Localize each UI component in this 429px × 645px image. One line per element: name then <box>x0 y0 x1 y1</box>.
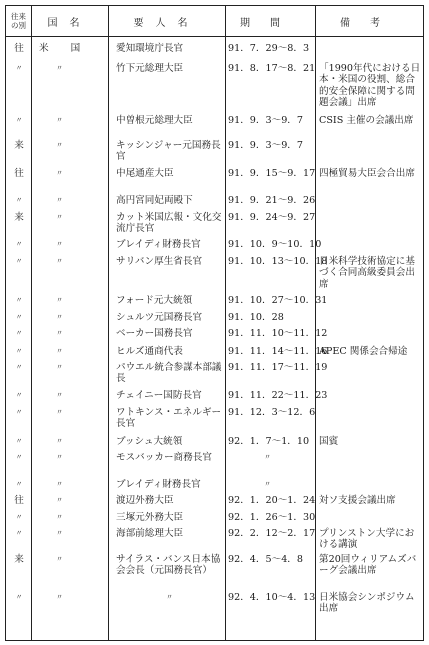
header-person: 要人名 <box>133 17 200 29</box>
cell-person: パウエル統合参謀本部議長 <box>116 362 222 385</box>
cell-country: 〃 <box>56 480 63 488</box>
cell-period: 91．11．14～11．16 <box>228 346 328 357</box>
cell-person: 竹下元総理大臣 <box>116 63 184 74</box>
cell-period: 91．11．22～11．23 <box>228 390 328 401</box>
cell-country: 〃 <box>56 64 63 72</box>
cell-person: シュルツ元国務長官 <box>116 312 203 323</box>
cell-direction: 往 <box>14 43 24 54</box>
cell-period: 91．11．17～11．19 <box>228 362 328 373</box>
cell-person: ブレイディ財務長官 <box>116 479 201 490</box>
cell-country: 〃 <box>56 347 63 355</box>
cell-remarks: プリンストン大学における講演 <box>319 528 415 551</box>
cell-period: 91．12．3～12．6 <box>228 407 316 418</box>
cell-period: 〃 <box>264 480 271 488</box>
visits-table <box>5 5 424 641</box>
cell-period: 91．11．10～11．12 <box>228 328 328 339</box>
cell-country: 〃 <box>56 513 63 521</box>
cell-period: 91．9．24～9．27 <box>228 212 316 223</box>
cell-country: 〃 <box>56 169 63 177</box>
cell-direction: 〃 <box>15 513 23 521</box>
header-country: 国名 <box>47 17 92 29</box>
cell-country: 〃 <box>56 555 63 563</box>
cell-person: ブッシュ大統領 <box>116 436 183 447</box>
cell-country: 〃 <box>56 391 63 399</box>
cell-direction: 〃 <box>15 391 23 399</box>
cell-direction: 〃 <box>15 593 23 601</box>
cell-country: 〃 <box>56 296 63 304</box>
cell-person: ワトキンス・エネルギー長官 <box>116 407 222 430</box>
cell-country: 〃 <box>56 116 63 124</box>
cell-period: 91．9．3～9．7 <box>228 140 303 151</box>
cell-country: 〃 <box>56 196 63 204</box>
cell-direction: 〃 <box>15 529 23 537</box>
cell-direction: 〃 <box>15 329 23 337</box>
cell-person: 中曽根元総理大臣 <box>116 115 193 126</box>
cell-direction: 〃 <box>15 296 23 304</box>
cell-country: 〃 <box>56 313 63 321</box>
cell-country: 〃 <box>56 408 63 416</box>
cell-person: カット米国広報・文化交流庁長官 <box>116 212 222 235</box>
cell-direction: 往 <box>14 495 24 506</box>
cell-period: 91．9．21～9．26 <box>228 195 316 206</box>
cell-country: 〃 <box>56 437 63 445</box>
cell-direction: 〃 <box>15 116 23 124</box>
cell-remarks: 日米協会シンポジウム出席 <box>319 592 415 615</box>
cell-period: 92．2．12～2．17 <box>228 528 316 539</box>
cell-period: 91．10．27～10．31 <box>228 295 328 306</box>
cell-person: モスバッカー商務長官 <box>116 452 212 463</box>
cell-person: チェイニー国防長官 <box>116 390 202 401</box>
cell-country: 〃 <box>56 593 63 601</box>
cell-period: 92．1．7～1．10 <box>228 436 310 447</box>
cell-period: 91．9．15～9．17 <box>228 168 316 179</box>
cell-country: 〃 <box>56 363 63 371</box>
cell-country: 〃 <box>56 257 63 265</box>
cell-period: 91．8．17～8．21 <box>228 63 316 74</box>
cell-person: サリバン厚生省長官 <box>116 256 203 267</box>
cell-person: 三塚元外務大臣 <box>116 512 184 523</box>
cell-person: サイラス・バンス日本協会会長（元国務長官） <box>116 554 221 577</box>
cell-remarks: 日米科学技術協定に基づく合同高級委員会出席 <box>319 256 415 290</box>
cell-period: 92．4．10～4．13 <box>228 592 316 603</box>
cell-direction: 来 <box>14 554 24 565</box>
cell-person: 海部前総理大臣 <box>116 528 184 539</box>
cell-direction: 〃 <box>15 313 23 321</box>
cell-remarks: 国賓 <box>319 436 339 447</box>
cell-person: キッシンジャー元国務長官 <box>116 140 221 163</box>
cell-period: 91．7．29～8．3 <box>228 43 310 54</box>
cell-country: 〃 <box>56 453 63 461</box>
cell-person: ブレイディ財務長官 <box>116 239 201 250</box>
cell-country: 〃 <box>56 529 63 537</box>
cell-remarks: 対ソ支援会議出席 <box>319 495 396 506</box>
cell-country: 〃 <box>56 240 63 248</box>
cell-period: 91．10．28 <box>228 312 284 323</box>
column-divider <box>31 6 32 640</box>
cell-direction: 〃 <box>15 437 23 445</box>
cell-country: 〃 <box>56 496 63 504</box>
cell-country: 〃 <box>56 213 63 221</box>
cell-direction: 来 <box>14 140 24 151</box>
header-divider <box>6 36 423 37</box>
cell-person: 〃 <box>166 593 173 601</box>
header-direction <box>6 6 31 36</box>
cell-direction: 〃 <box>15 240 23 248</box>
cell-direction: 〃 <box>15 64 23 72</box>
cell-period: 91．10．13～10．18 <box>228 256 328 267</box>
cell-direction: 〃 <box>15 363 23 371</box>
header-period: 期間 <box>240 17 300 29</box>
cell-period: 92．1．20～1．24 <box>228 495 316 506</box>
cell-direction: 往 <box>14 168 24 179</box>
cell-period: 91．9．3～9．7 <box>228 115 303 126</box>
cell-remarks: 第20回ウィリアムズバーグ会議出席 <box>319 554 417 577</box>
cell-country: 〃 <box>56 141 63 149</box>
cell-period: 〃 <box>264 453 271 461</box>
cell-direction: 〃 <box>15 408 23 416</box>
cell-remarks: 「1990年代における日本・米国の役割、総合的安全保障に関する問題会議」出席 <box>319 63 421 109</box>
cell-direction: 〃 <box>15 257 23 265</box>
cell-direction: 〃 <box>15 347 23 355</box>
cell-direction: 〃 <box>15 453 23 461</box>
cell-remarks: 四極貿易大臣会合出席 <box>319 168 415 179</box>
cell-remarks: CSIS 主催の会議出席 <box>319 115 414 126</box>
cell-person: ベーカー国務長官 <box>116 328 193 339</box>
cell-person: 愛知環境庁長官 <box>116 43 184 54</box>
header-remarks: 備考 <box>340 17 400 29</box>
cell-person: フォード元大統領 <box>116 295 193 306</box>
cell-person: ヒルズ通商代表 <box>116 346 183 357</box>
cell-direction: 来 <box>14 212 24 223</box>
cell-direction: 〃 <box>15 196 23 204</box>
cell-period: 92．1．26～1．30 <box>228 512 316 523</box>
header-direction-label: 往来の別 <box>11 12 26 30</box>
cell-country: 米国 <box>39 43 103 54</box>
cell-period: 92．4．5～4．8 <box>228 554 303 565</box>
cell-period: 91．10．9～10．10 <box>228 239 322 250</box>
cell-direction: 〃 <box>15 480 23 488</box>
cell-remarks: APEC 関係会合帰途 <box>319 346 408 357</box>
cell-person: 中尾通産大臣 <box>116 168 174 179</box>
cell-country: 〃 <box>56 329 63 337</box>
cell-person: 渡辺外務大臣 <box>116 495 174 506</box>
cell-person: 高円宮同妃両殿下 <box>116 195 193 206</box>
